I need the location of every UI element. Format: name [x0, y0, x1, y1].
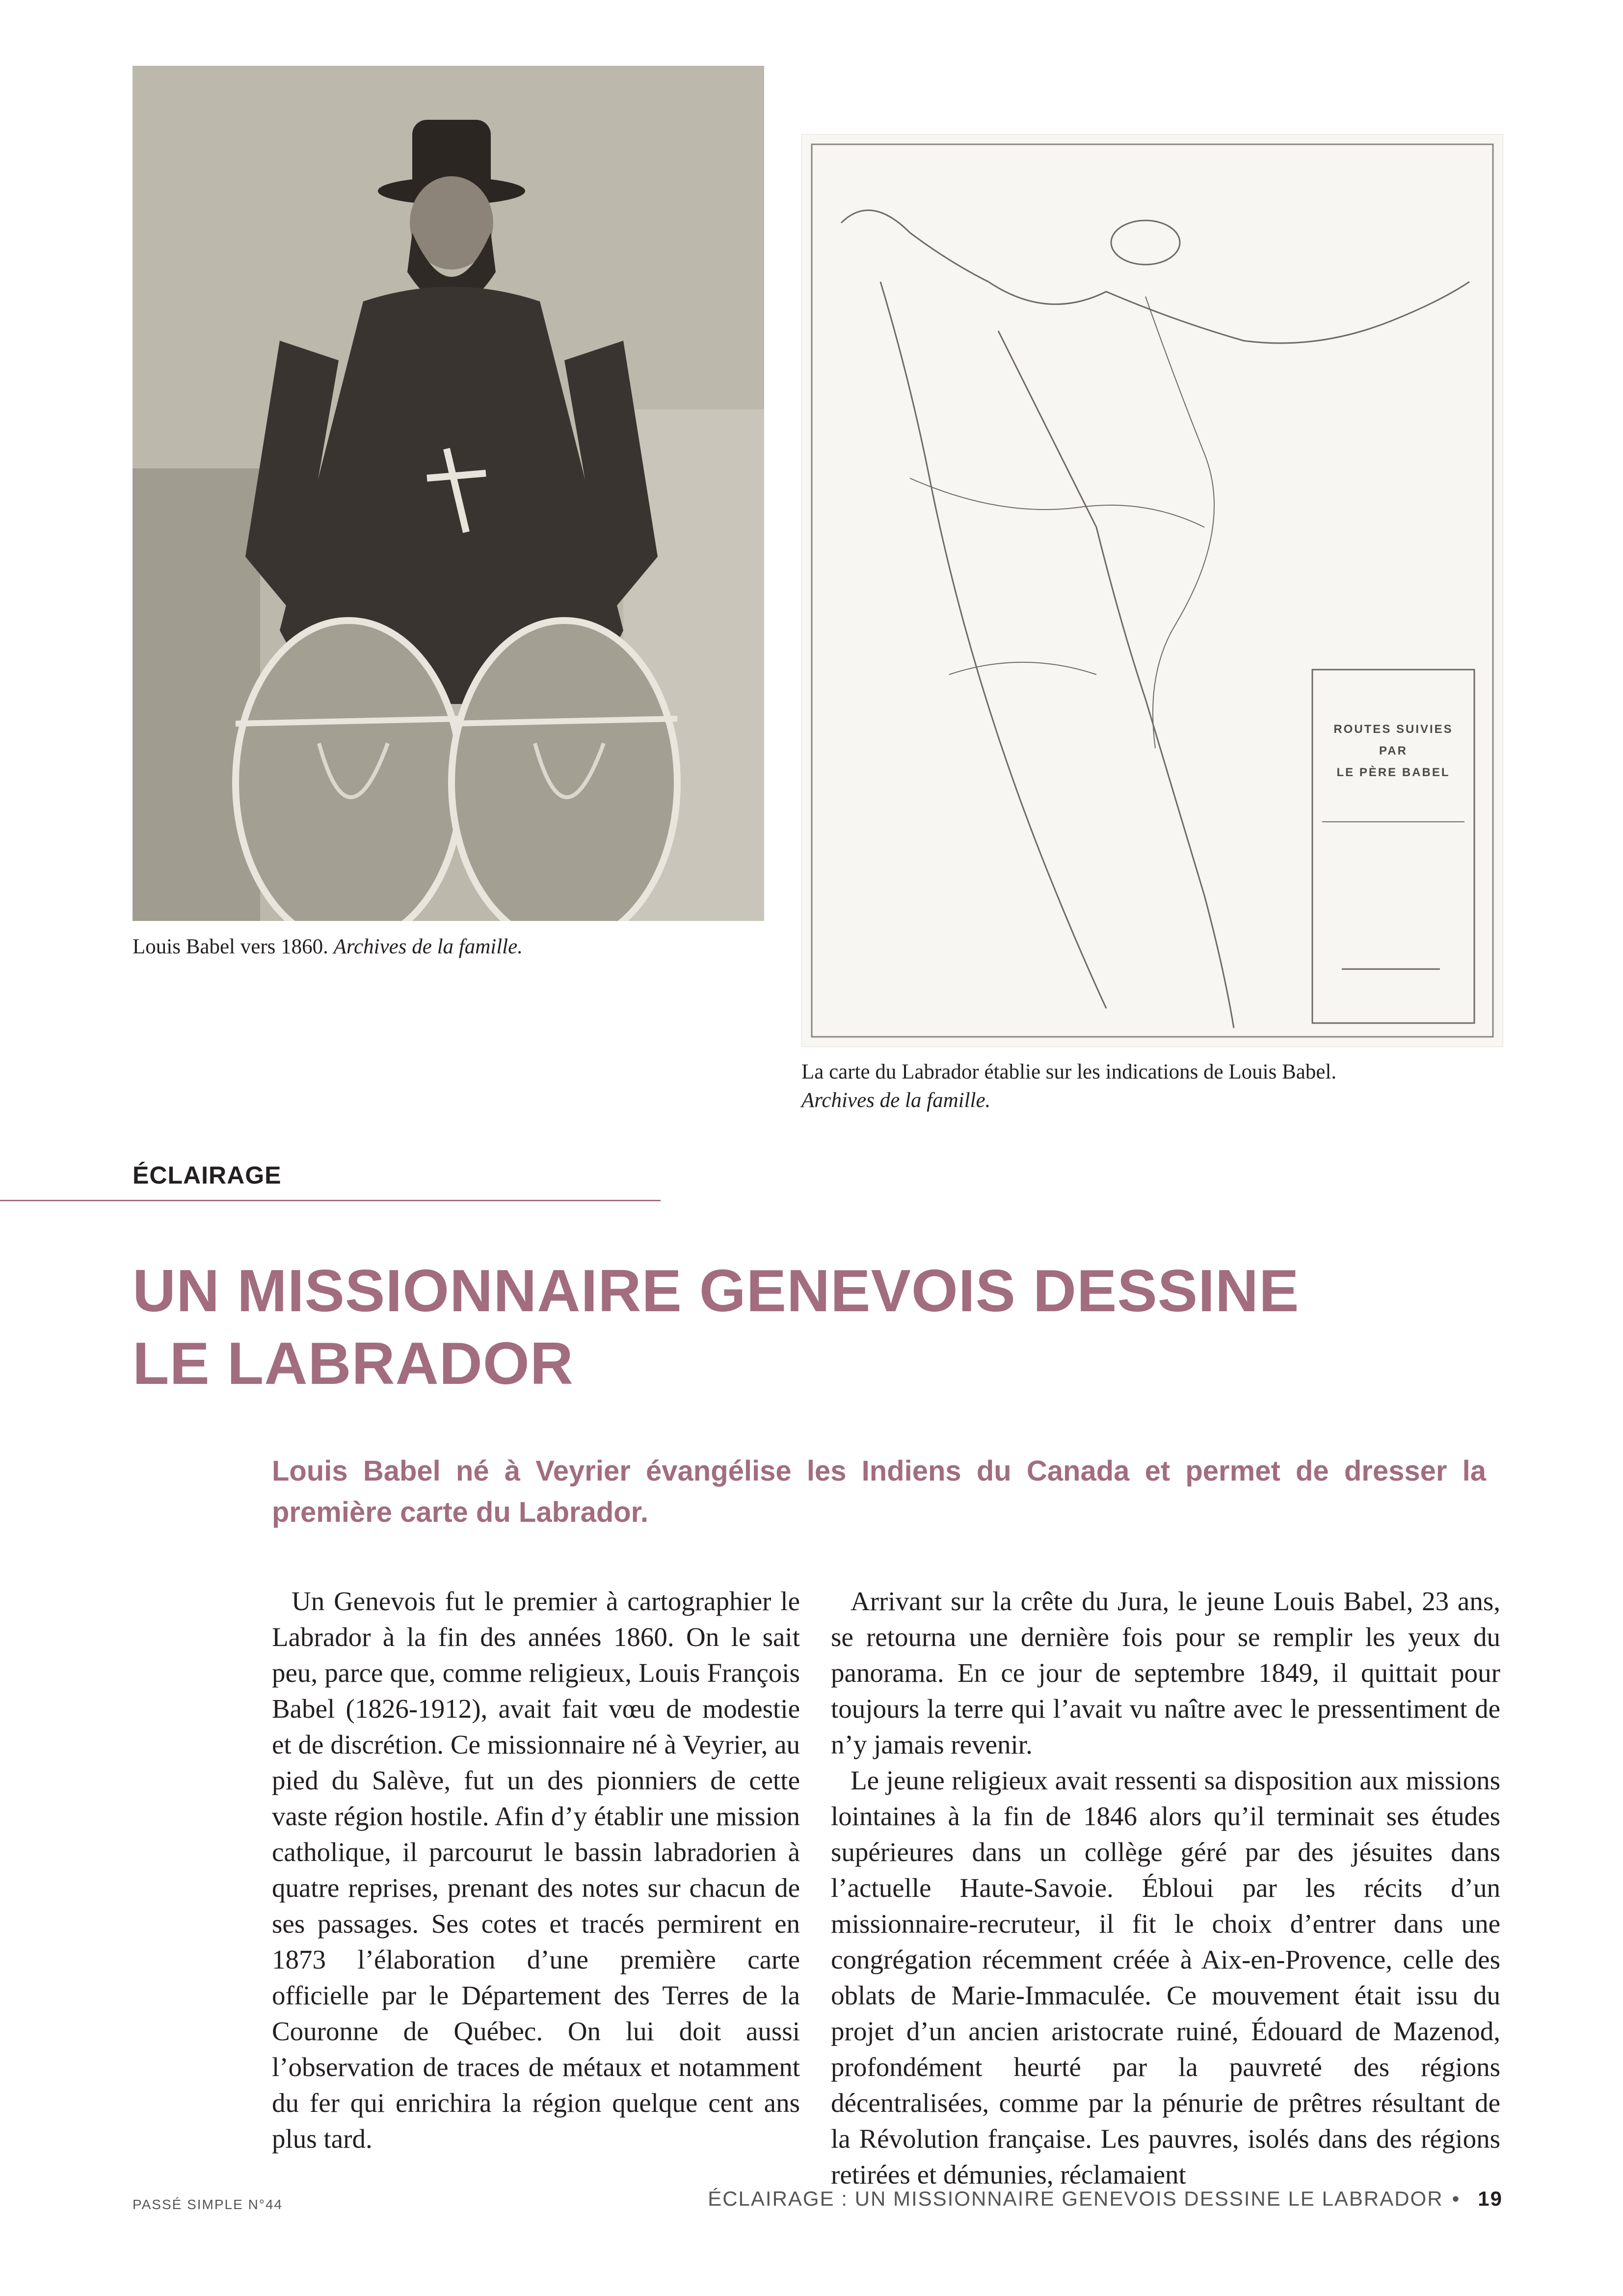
page-number: 19 [1478, 2187, 1503, 2210]
map-caption-text: La carte du Labrador établie sur les indications de Louis Babel. [801, 1060, 1337, 1083]
title-line: LE LABRADOR [133, 1330, 574, 1397]
body-paragraph: Un Genevois fut le premier à cartographier le Labrador à la fin des années 1860. On le sait peu, parce que, comme religieux, Louis François Babel (1826-1912), avait fait vœu de modestie et de discrétion. Ce missionnaire né à Veyrier, au pied du Salève, fut un des pionniers de cette vaste région hostile. Afin d’y établir une mission catholique, il parcourut le bassin labradorien à quatre reprises, prenant des notes sur chacun de ses passages. Ses cotes et tracés permirent en 1873 l’élaboration d’une première carte officielle par le Département des Terres de la Couronne de Québec. On lui doit aussi l’observation de traces de métaux et notamment du fer qui enrichira la région quelque cent ans plus tard. [272, 1586, 800, 2154]
map-caption-credit: Archives de la famille. [801, 1089, 991, 1112]
article-lead: Louis Babel né à Veyrier évangélise les Indiens du Canada et permet de dresser la première carte du Labrador. [272, 1455, 1486, 1528]
photo-louis-babel [133, 66, 764, 921]
article-title [133, 1254, 1458, 1400]
footer-separator: • [1452, 2187, 1461, 2210]
title-line: UN MISSIONNAIRE GENEVOIS DESSINE [133, 1257, 1300, 1324]
map-caption [801, 1058, 1336, 1115]
body-paragraph: Le jeune religieux avait ressenti sa disposition aux missions lointaines à la fin de 1846 alors qu’il terminait ses études supérieures dans un collège géré par des jésuites dans l’actuelle Haute-Savoie. Ébloui par les récits d’un missionnaire-recruteur, il fit le choix d’entrer dans une congrégation récemment créée à Aix-en-Provence, celle des oblats de Marie-Immaculée. Ce mouvement était issu du projet d’un ancien aristocrate ruiné, Édouard de Mazenod, profondément heurté par la pauvreté des régions décentralisées, comme par la pénurie de prêtres résultant de la Révolution française. Les pauvres, isolés dans des régions retirées et démunies, réclamaient [831, 1765, 1500, 2189]
map-illustration [802, 135, 1503, 1047]
body-column-right [831, 1583, 1500, 2192]
map-legend-line: PAR [1379, 744, 1408, 757]
portrait-illustration [133, 66, 764, 921]
photo-caption-credit: Archives de la famille. [333, 935, 523, 958]
footer-running-title-text: ÉCLAIRAGE : UN MISSIONNAIRE GENEVOIS DESSINE LE LABRADOR [708, 2187, 1443, 2210]
section-label: ÉCLAIRAGE [133, 1162, 282, 1189]
section-divider [0, 1200, 661, 1201]
body-column-left [272, 1583, 800, 2157]
map-legend-line: ROUTES SUIVIES [1333, 723, 1453, 736]
labrador-map [801, 134, 1503, 1047]
photo-caption-text: Louis Babel vers 1860. [133, 935, 334, 958]
map-legend [1322, 719, 1464, 783]
footer-publication: PASSÉ SIMPLE N°44 [133, 2197, 283, 2212]
photo-caption [133, 933, 523, 961]
body-paragraph: Arrivant sur la crête du Jura, le jeune Louis Babel, 23 ans, se retourna une dernière fois pour se remplir les yeux du panorama. En ce jour de septembre 1849, il quittait pour toujours la terre qui l’avait vu naître avec le pressentiment de n’y jamais revenir. [831, 1586, 1500, 1759]
footer-running-title [708, 2187, 1503, 2211]
map-legend-line: LE PÈRE BABEL [1336, 766, 1450, 779]
